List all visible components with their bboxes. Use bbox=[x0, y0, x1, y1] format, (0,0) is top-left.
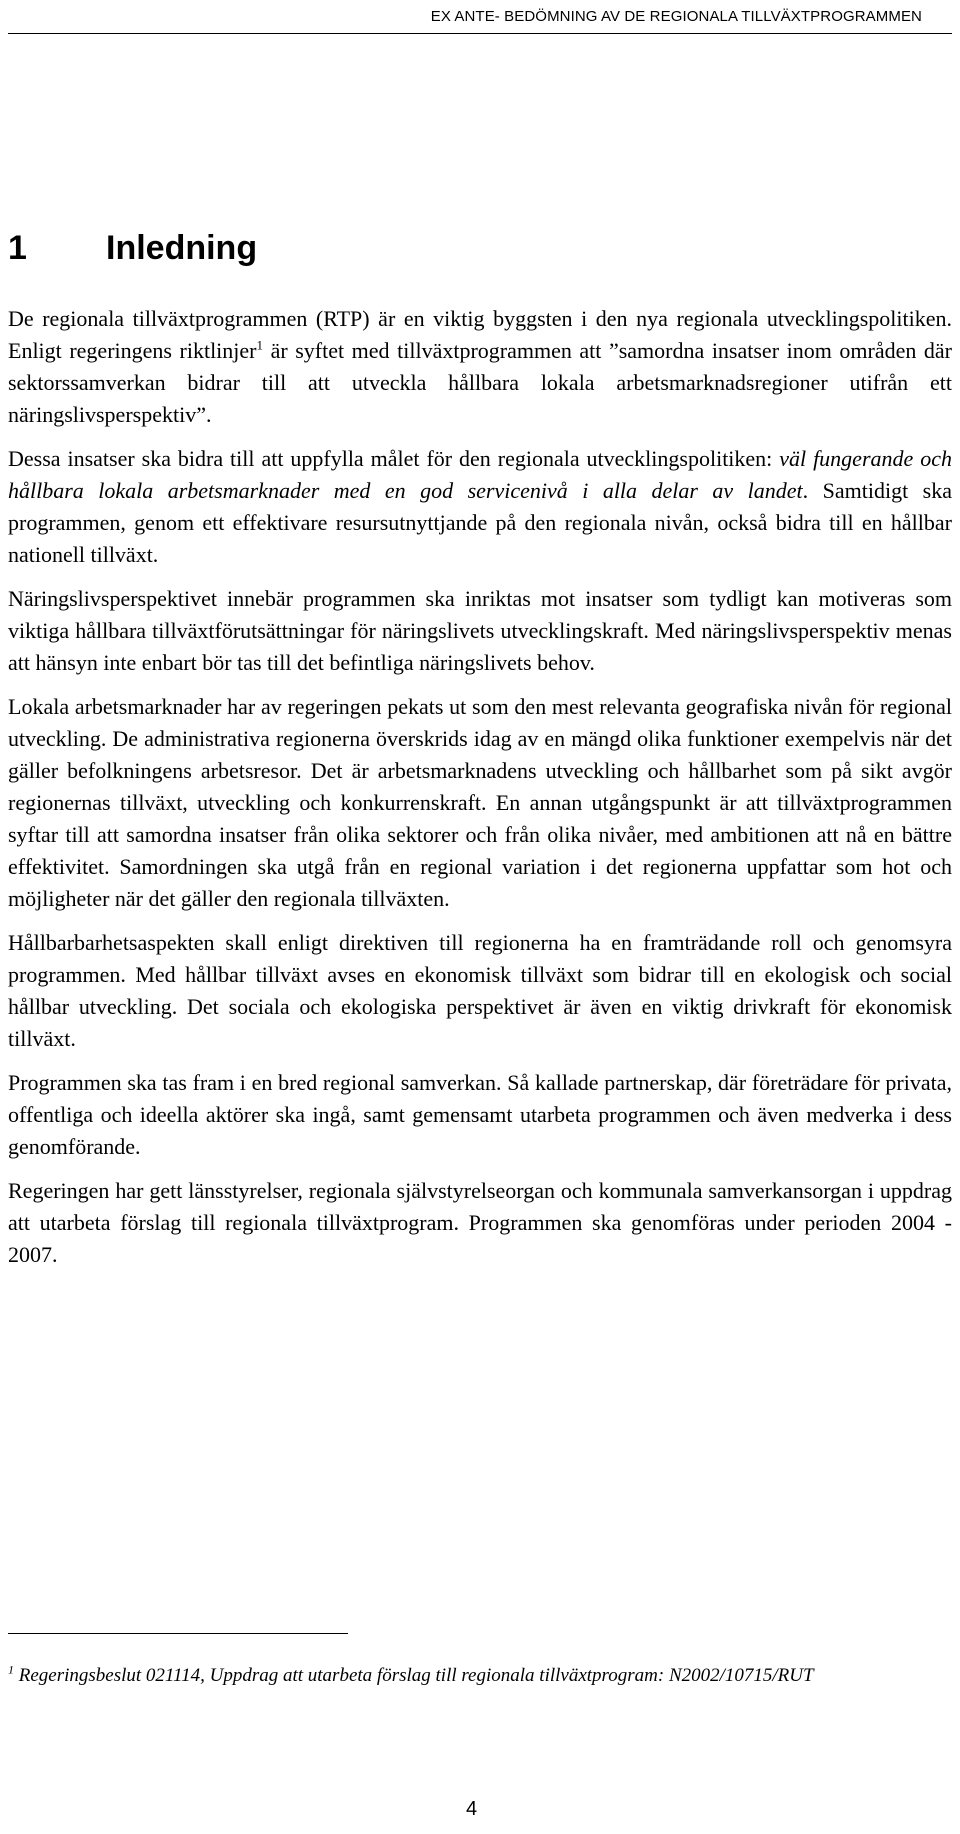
section-number: 1 bbox=[8, 229, 27, 267]
paragraph-3: Näringslivsperspektivet innebär programmen ska inriktas mot insatser som tydligt kan motiveras som viktiga hållbara tillväxtförutsättningar för näringslivets utvecklingskraft. Med näringslivsperspektiv menas att hänsyn inte enbart bör tas till det befintliga näringslivets behov. bbox=[8, 586, 952, 675]
paragraph-2-goal-quote: väl fungerande och hållbara lokala arbetsmarknader med en god servicenivå i alla delar av landet bbox=[8, 446, 952, 503]
header-rule bbox=[8, 33, 952, 34]
footnote-rule bbox=[8, 1633, 348, 1634]
paragraph-4: Lokala arbetsmarknader har av regeringen pekats ut som den mest relevanta geografiska nivån för regional utveckling. De administrativa regionerna överskrids idag av en mängd olika funktioner exempelvis när det gäller befolkningens arbetsresor. Det är arbetsmarknadens utveckling och hållbarhet som på sikt avgör regionernas tillväxt, utveckling och konkurrenskraft. En annan utgångspunkt är att tillväxtprogrammen syftar till att samordna insatser från olika sektorer och från olika nivåer, med ambitionen att nå en bättre effektivitet. Samordningen ska utgå från en regional variation i det regionerna uppfattar som hot och möjligheter när det gäller den regionala tillväxten. bbox=[8, 694, 952, 911]
paragraph-7: Regeringen har gett länsstyrelser, regionala självstyrelseorgan och kommunala samverkansorgan i uppdrag att utarbeta förslag till regionala tillväxtprogram. Programmen ska genomföras under perioden 2004 - 2007. bbox=[8, 1178, 952, 1267]
paragraph-1-text-a: De regionala tillväxtprogrammen (RTP) är en viktig byggsten i den nya regionala utvecklingspolitiken. Enligt regeringens riktlinjer bbox=[8, 306, 952, 363]
page-number: 4 bbox=[466, 1798, 478, 1820]
footnote-text: Regeringsbeslut 021114, Uppdrag att utarbeta förslag till regionala tillväxtprogram: N2002/10715/RUT bbox=[14, 1665, 814, 1686]
footnote bbox=[8, 1662, 908, 1690]
paragraph-5: Hållbarbarhetsaspekten skall enligt direktiven till regionerna ha en framträdande roll och genomsyra programmen. Med hållbar tillväxt avses en ekonomisk tillväxt som bidrar till en ekologisk och social hållbar utveckling. Det sociala och ekologiska perspektivet är även en viktig drivkraft för ekonomisk tillväxt. bbox=[8, 930, 952, 1051]
section-title: Inledning bbox=[106, 229, 258, 267]
paragraph-1 bbox=[8, 303, 952, 431]
paragraph-1-text-b: är syftet med tillväxtprogrammen att ”samordna insatser inom områden där sektorssamverkan bidrar till att utveckla hållbara lokala arbetsmarknadsregioner utifrån ett näringslivsperspektiv”. bbox=[8, 338, 953, 427]
running-header: EX ANTE- BEDÖMNING AV DE REGIONALA TILLVÄXTPROGRAMMEN bbox=[430, 8, 922, 25]
section-heading bbox=[8, 228, 257, 268]
footnote-marker: 1 bbox=[8, 1662, 14, 1677]
footnote-reference[interactable]: 1 bbox=[256, 337, 264, 353]
paragraph-2-text-b: . Samtidigt ska programmen, genom ett effektivare resursutnyttjande på den regionala nivån, också bidra till en hållbar nationell tillväxt. bbox=[8, 478, 952, 567]
paragraph-2-text-a: Dessa insatser ska bidra till att uppfylla målet för den regionala utvecklingspolitiken: bbox=[8, 446, 780, 471]
paragraph-2 bbox=[8, 443, 952, 571]
body-text bbox=[8, 303, 952, 1283]
paragraph-6: Programmen ska tas fram i en bred regional samverkan. Så kallade partnerskap, där företrädare för privata, offentliga och ideella aktörer ska ingå, samt gemensamt utarbeta programmen och även medverka i dess genomförande. bbox=[8, 1070, 952, 1159]
